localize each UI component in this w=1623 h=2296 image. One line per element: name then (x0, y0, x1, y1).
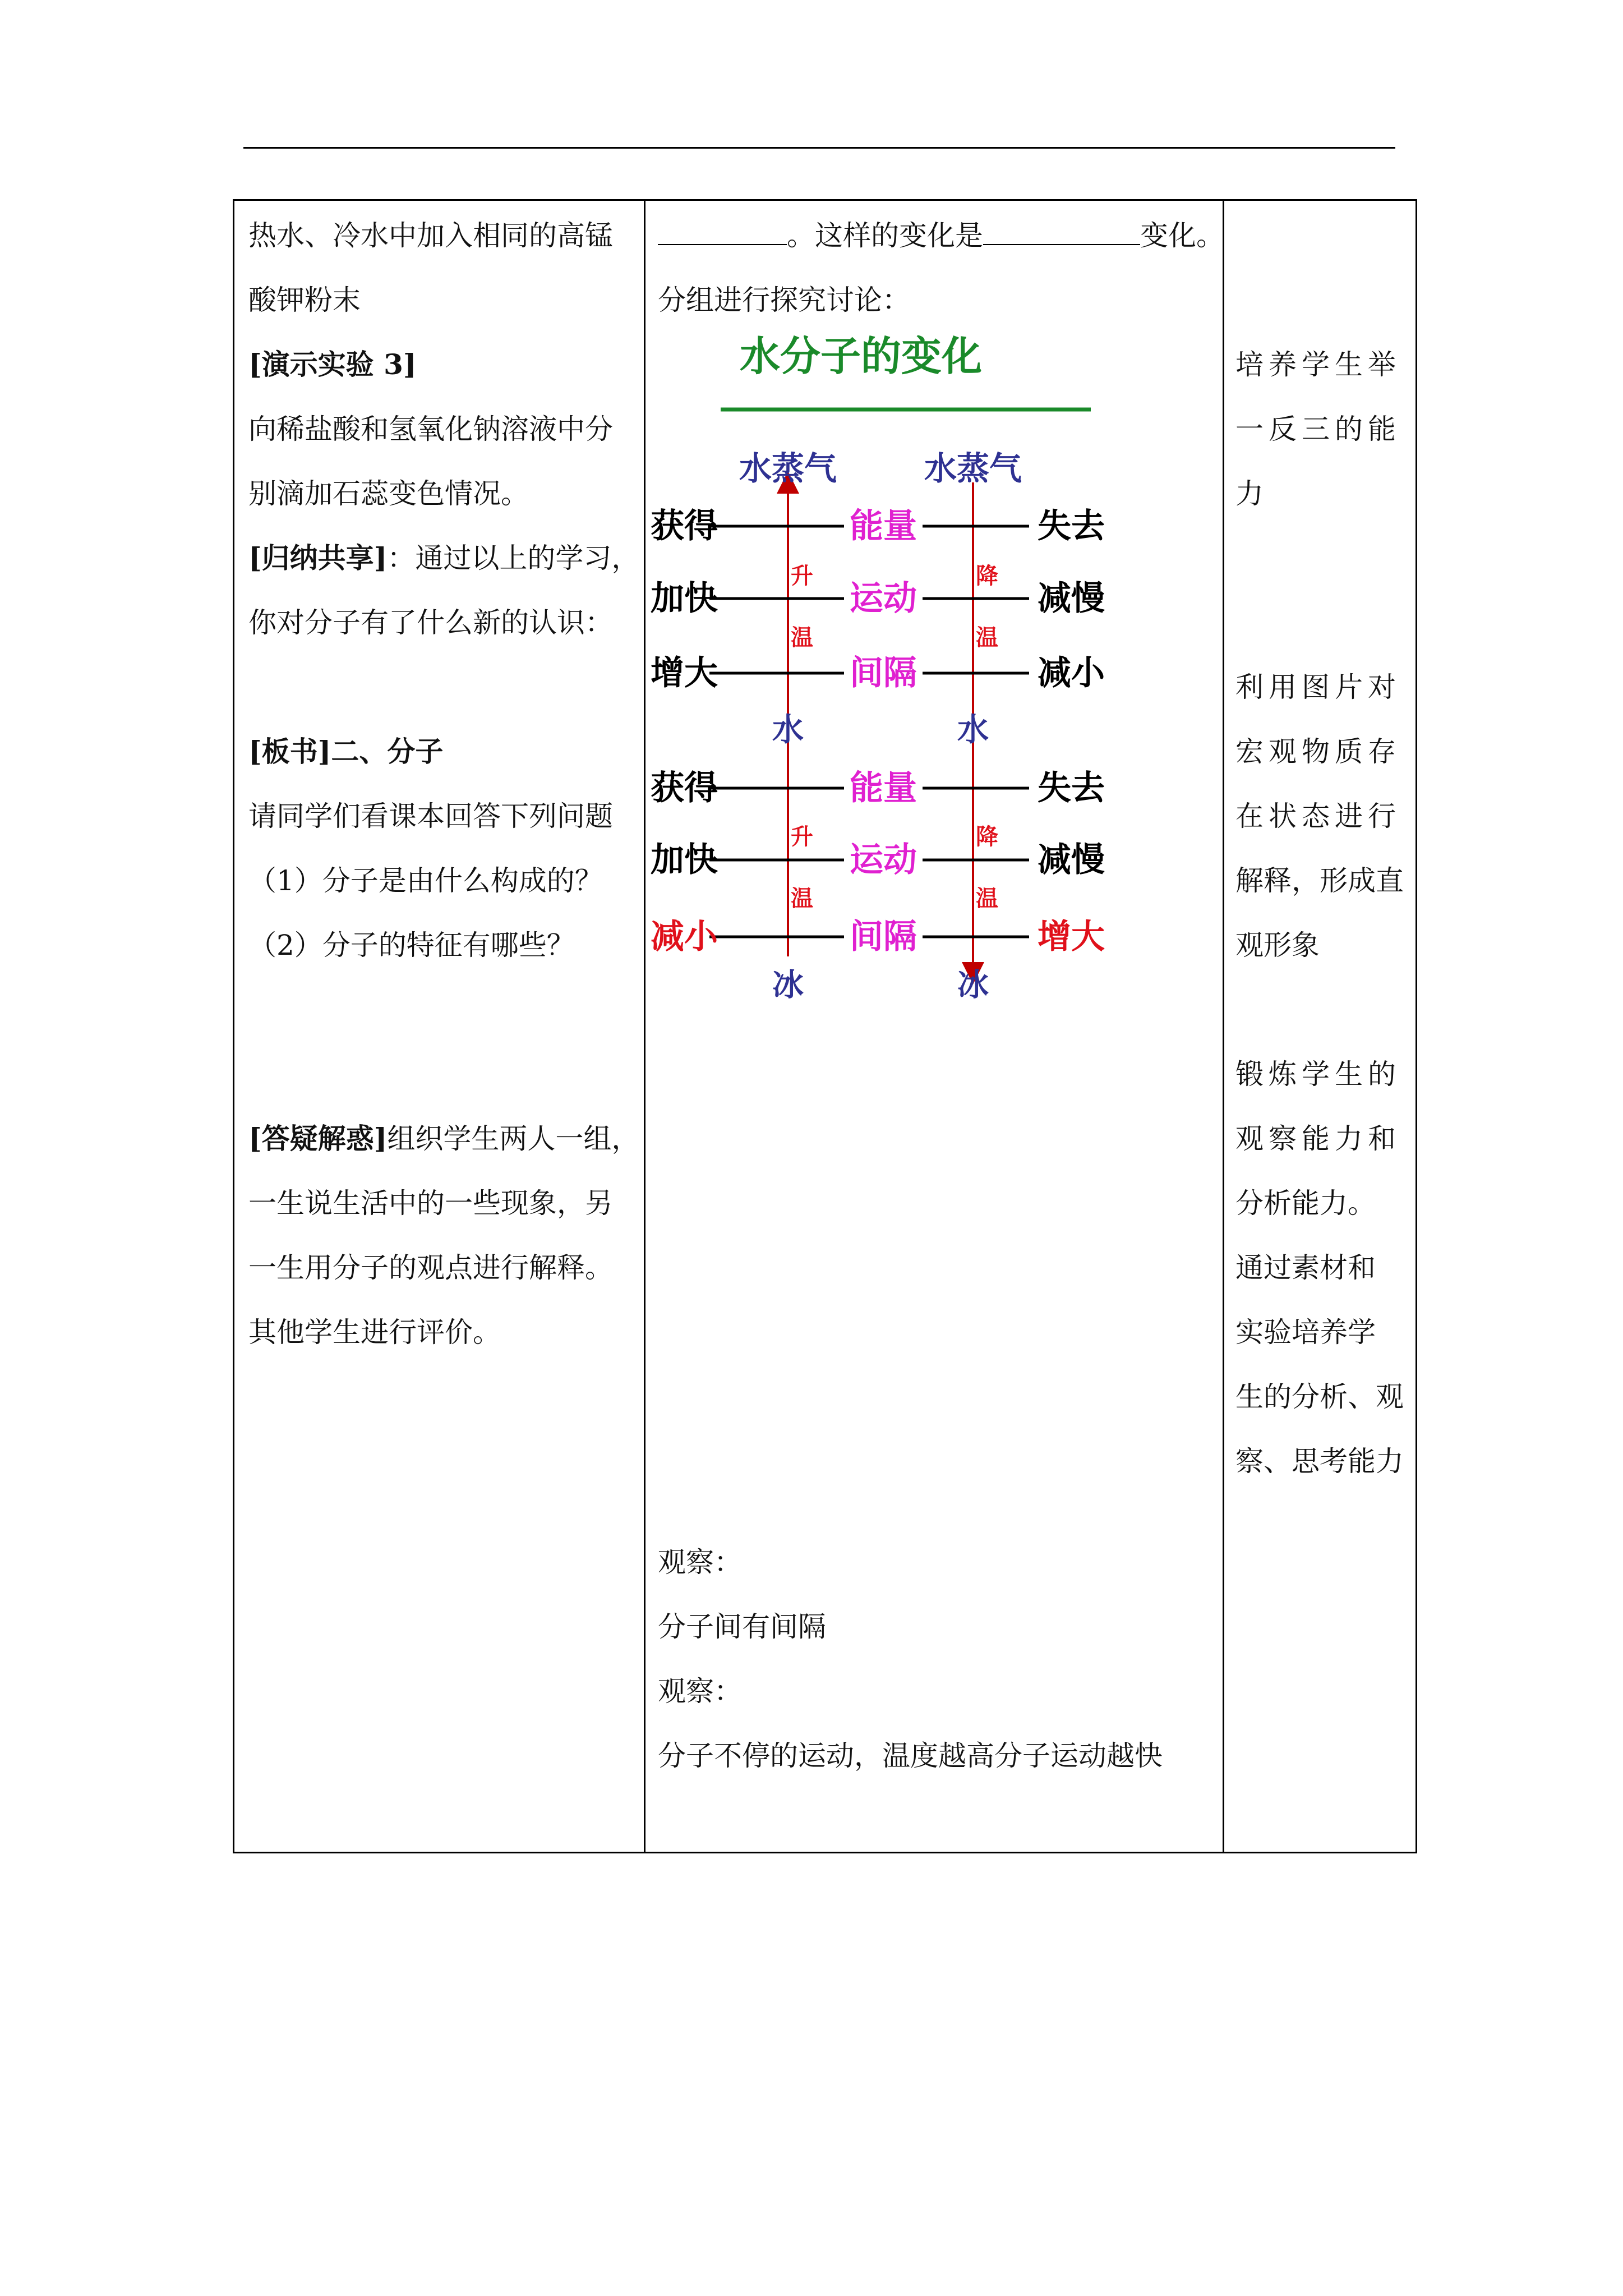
text-line: 观察能力和 (1235, 1122, 1401, 1155)
state-label-vapor: 水蒸气 (924, 449, 1022, 487)
observe-label: 观察： (658, 1675, 742, 1708)
side-label-left: 减小 (651, 917, 718, 956)
text-line: 通过素材和 (1235, 1251, 1376, 1284)
rise-caption: 升 (791, 824, 813, 850)
center-label: 能量 (850, 507, 917, 546)
fall-caption: 降 (976, 563, 998, 589)
upper-row-motion (651, 579, 1105, 618)
water-molecule-diagram (642, 320, 1136, 1015)
observe-text: 分子间有间隔 (658, 1611, 826, 1643)
text-line: 察、思考能力 (1235, 1445, 1404, 1478)
diagram-title: 水分子的变化 (739, 333, 983, 380)
text-line: 向稀盐酸和氢氧化钠溶液中分 (248, 413, 613, 445)
rise-caption: 温 (791, 886, 813, 912)
text-span: 变化。 (1140, 219, 1224, 252)
side-label-right: 失去 (1038, 507, 1105, 546)
text-line: 解释，形成直 (1235, 864, 1404, 897)
question-1: （1）分子是由什么构成的？ (248, 864, 603, 897)
observe-label: 观察： (658, 1546, 742, 1579)
text-line: 分组进行探究讨论： (658, 284, 910, 316)
observe-text: 分子不停的运动，温度越高分子运动越快 (658, 1740, 1163, 1772)
rise-caption: 升 (791, 563, 813, 589)
text-line: 力 (1235, 477, 1264, 510)
state-label-ice: 冰 (957, 967, 989, 1004)
center-label: 间隔 (850, 654, 917, 693)
answer-blank[interactable] (658, 219, 787, 245)
text-line: 锻炼学生的 (1235, 1058, 1401, 1091)
section-label: [归纳共享] (248, 541, 388, 574)
center-label: 能量 (850, 769, 917, 808)
section-label: [演示实验 3] (248, 348, 417, 381)
upper-row-gap (651, 654, 1106, 693)
text-span: ：通过以上的学习， (387, 542, 640, 574)
side-label-left: 加快 (651, 579, 718, 618)
state-label-vapor: 水蒸气 (739, 449, 837, 487)
text-line: 热水、冷水中加入相同的高锰 (248, 219, 613, 252)
section-label: [答疑解惑] (248, 1122, 388, 1155)
text-line: 一生说生活中的一些现象，另 (248, 1187, 613, 1220)
text-line: 实验培养学 (1235, 1316, 1376, 1349)
text-line: 别滴加石蕊变色情况。 (248, 477, 529, 510)
text-line: 分析能力。 (1235, 1187, 1376, 1220)
text-line: 宏观物质存 (1235, 735, 1401, 768)
side-label-left: 获得 (651, 507, 718, 546)
side-label-right: 减慢 (1038, 579, 1105, 618)
text-line: 观形象 (1235, 929, 1320, 961)
state-label-ice: 冰 (772, 967, 804, 1004)
fall-caption: 降 (976, 824, 998, 850)
board-heading: [板书]二、分子 (248, 735, 444, 768)
center-label: 运动 (850, 840, 917, 880)
side-label-left: 获得 (651, 769, 718, 808)
summary-line (248, 541, 639, 575)
text-line: 培养学生举 (1235, 348, 1401, 381)
center-label: 间隔 (850, 917, 917, 956)
header-rule (243, 147, 1395, 149)
qa-line (248, 1122, 639, 1156)
fill-in-line (658, 219, 1224, 252)
center-label: 运动 (850, 579, 917, 618)
fall-caption: 温 (976, 886, 998, 912)
answer-blank[interactable] (983, 219, 1140, 245)
state-label-water: 水 (957, 712, 989, 748)
side-label-left: 加快 (651, 840, 718, 880)
side-label-right: 失去 (1038, 769, 1105, 808)
text-span: 组织学生两人一组， (387, 1122, 640, 1155)
side-label-right: 减慢 (1038, 840, 1105, 880)
text-line: 一反三的能 (1235, 413, 1401, 445)
question-2: （2）分子的特征有哪些？ (248, 929, 575, 961)
text-line: 生的分析、观 (1235, 1381, 1404, 1413)
text-span: 。这样的变化是 (787, 219, 983, 252)
state-label-water: 水 (772, 712, 804, 748)
side-label-right: 减小 (1038, 654, 1105, 693)
text-line: 其他学生进行评价。 (248, 1316, 501, 1349)
text-line: 在状态进行 (1235, 800, 1401, 832)
rise-caption: 温 (791, 625, 813, 651)
text-line: 你对分子有了什么新的认识： (248, 606, 613, 639)
lower-row-energy (651, 769, 1105, 808)
side-label-left: 增大 (651, 654, 718, 693)
lower-row-gap (651, 917, 1105, 956)
text-line: 利用图片对 (1235, 671, 1401, 703)
text-line: 一生用分子的观点进行解释。 (248, 1251, 613, 1284)
lower-row-motion (651, 840, 1105, 880)
side-label-right: 增大 (1038, 917, 1105, 956)
fall-caption: 温 (976, 625, 998, 651)
teacher-activity-column (248, 201, 640, 1852)
design-intent-column (1235, 201, 1409, 1852)
column-divider (1223, 201, 1224, 1852)
text-line: 请同学们看课本回答下列问题 (248, 800, 613, 832)
upper-row-energy (651, 507, 1105, 546)
text-line: 酸钾粉末 (248, 284, 361, 316)
